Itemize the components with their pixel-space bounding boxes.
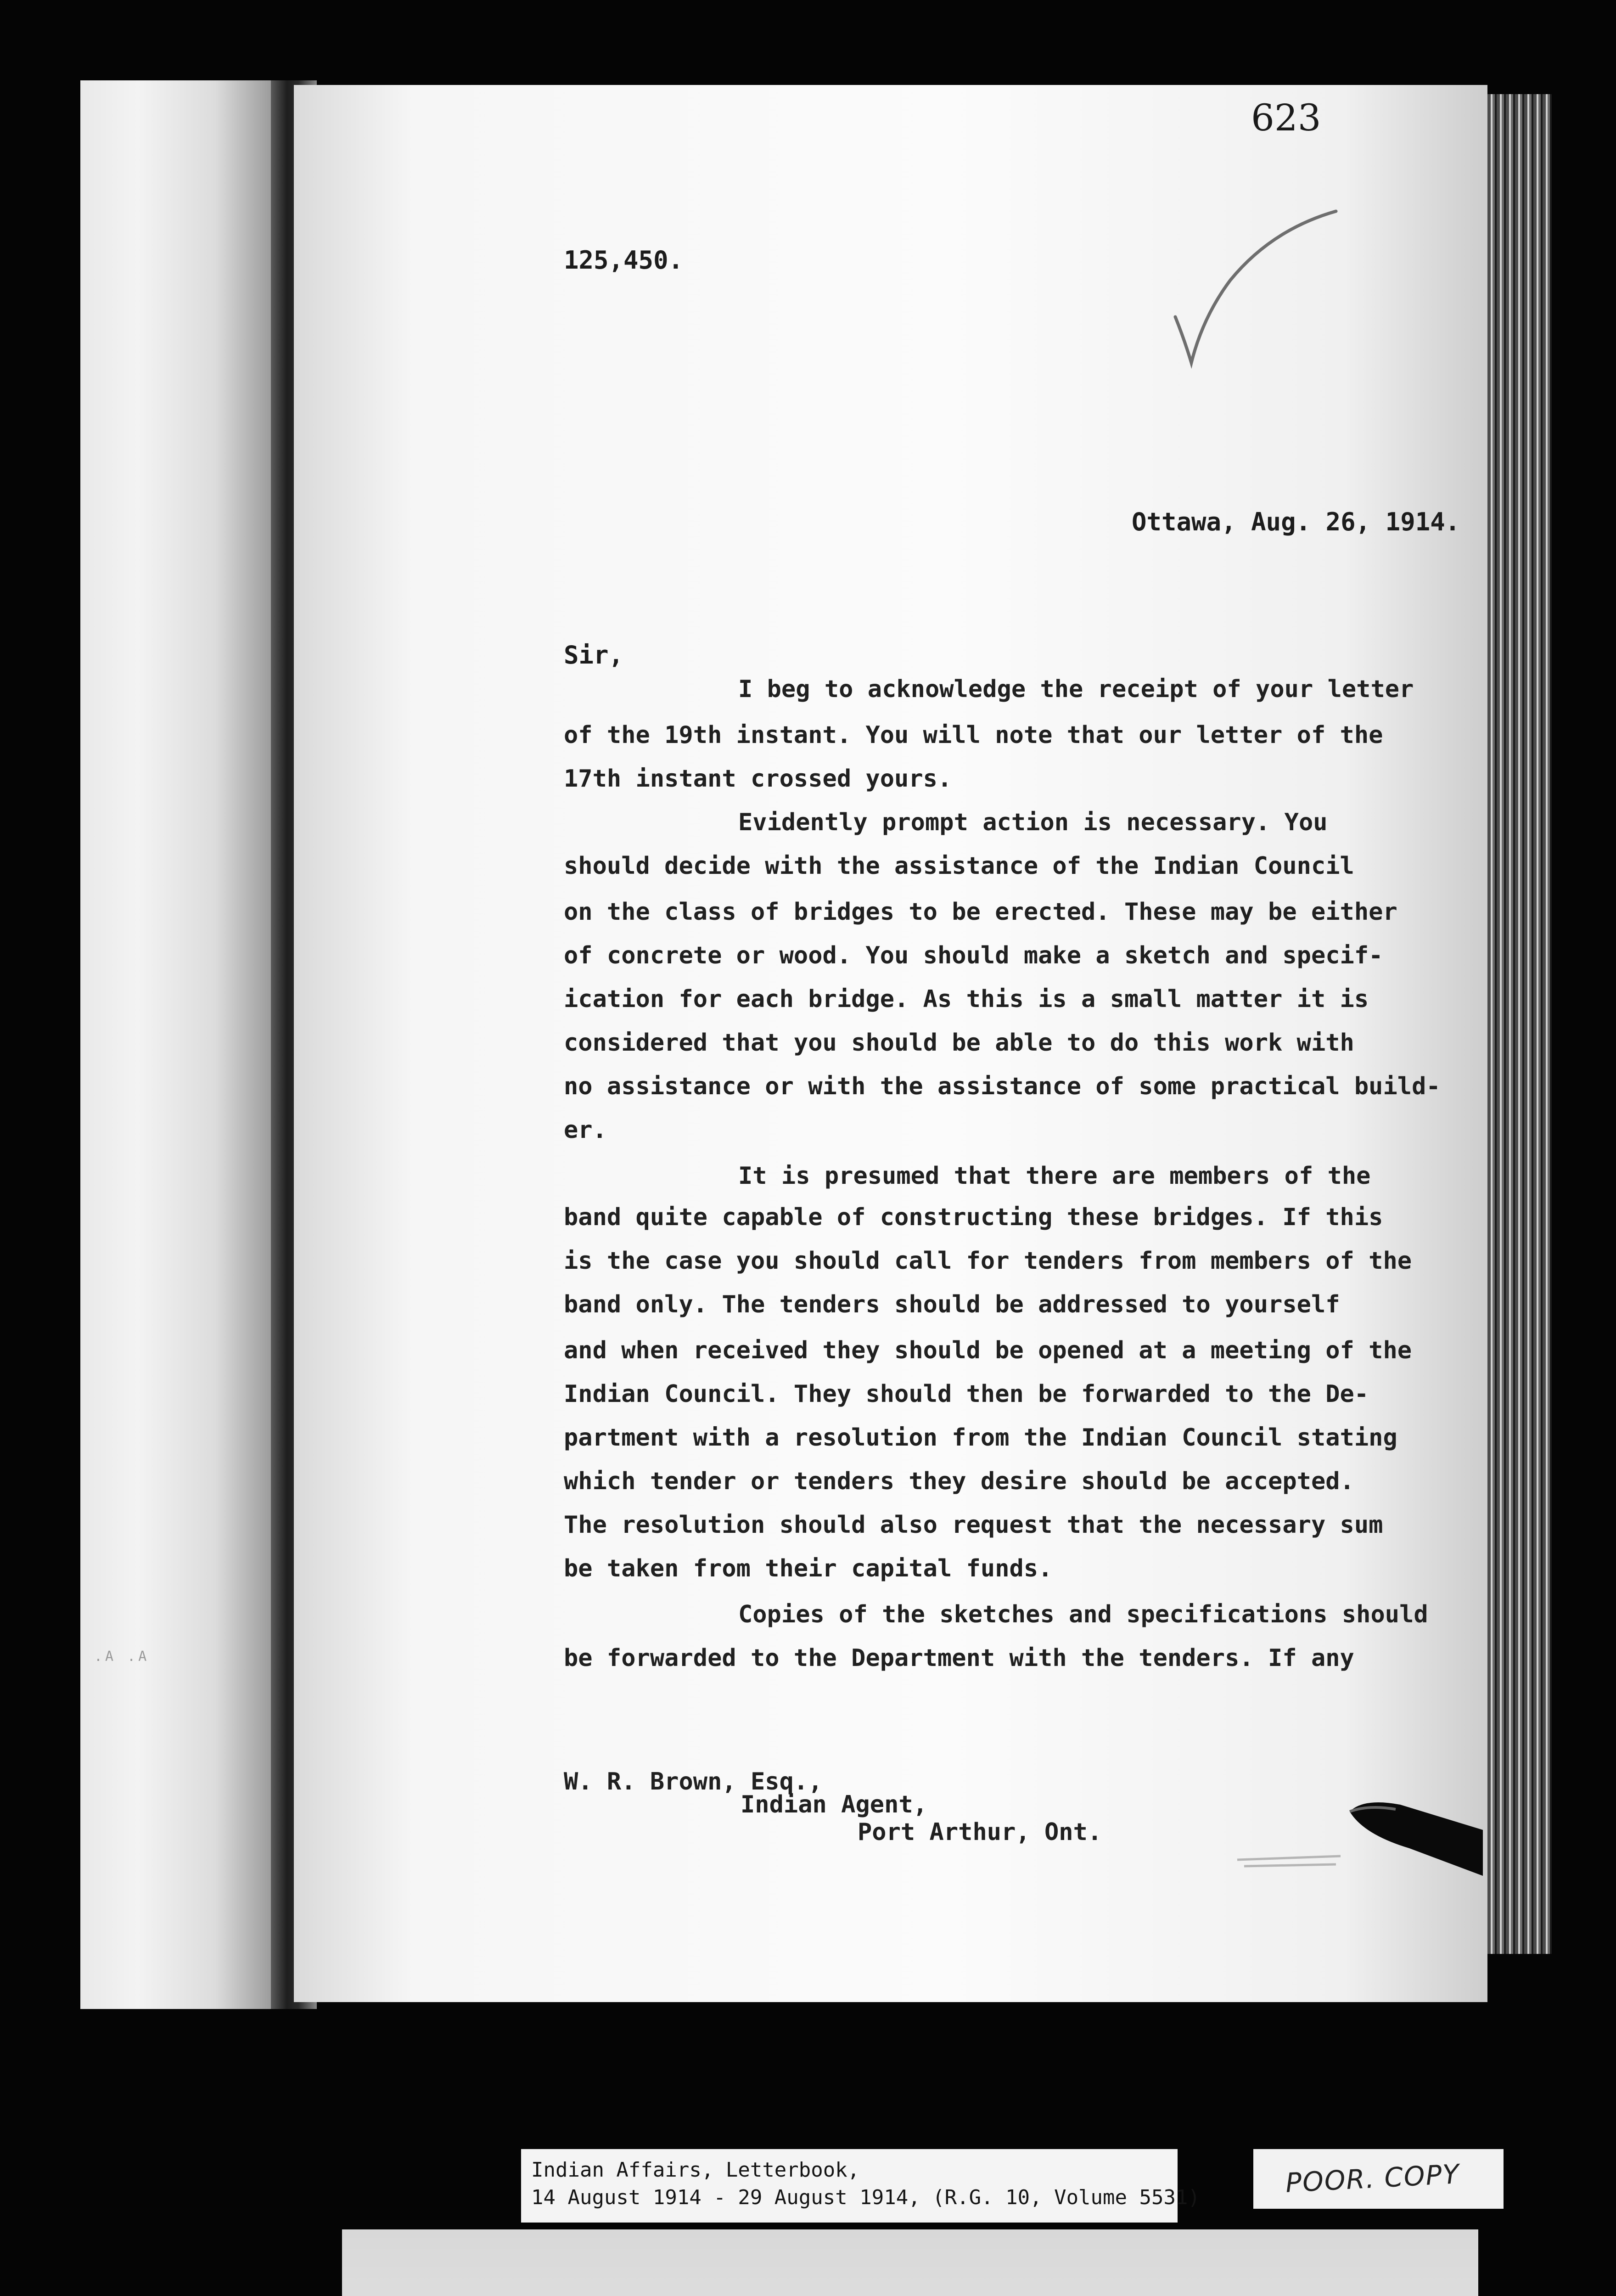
addressee-name: W. R. Brown, Esq., [564,1768,823,1795]
body-line: on the class of bridges to be erected. These may be either [564,898,1397,926]
file-number: 125,450. [564,246,684,275]
pencil-tip [1345,1793,1483,1885]
body-line: considered that you should be able to do this work with [564,1029,1354,1057]
date-line: Ottawa, Aug. 26, 1914. [1132,507,1460,536]
handwritten-note: POOR. COPY [1285,2158,1461,2199]
salutation: Sir, [564,641,624,670]
left-page [80,80,273,2009]
page-edges [1478,94,1552,1954]
body-line: partment with a resolution from the Indian Council stating [564,1424,1397,1452]
catalog-label [521,2149,1200,2223]
archives-banner [342,2229,1478,2296]
body-line: no assistance or with the assistance of some practical build- [564,1073,1441,1100]
body-line: Indian Council. They should then be forwarded to the De- [564,1380,1369,1408]
body-line: band only. The tenders should be addressed to yourself [564,1291,1340,1318]
body-line: should decide with the assistance of the Indian Council [564,852,1354,880]
body-line: Copies of the sketches and specifications should [738,1601,1428,1628]
body-line: of concrete or wood. You should make a sketch and specif- [564,942,1383,969]
letter-body [564,666,1441,1768]
page-number: 623 [1251,96,1321,139]
body-line: er. [564,1116,607,1144]
body-line: of the 19th instant. You will note that our letter of the [564,721,1383,749]
faint-ink-mark [1235,1846,1345,1874]
addressee-location: Port Arthur, Ont. [858,1818,1102,1846]
body-line: 17th instant crossed yours. [564,765,952,793]
catalog-label-line-1: Indian Affairs, Letterbook, [531,2158,860,2182]
addressee-title: Indian Agent, [741,1791,927,1818]
body-line: be taken from their capital funds. [564,1555,1053,1582]
body-line: band quite capable of constructing these bridges. If this [564,1204,1383,1231]
body-line: The resolution should also request that the necessary sum [564,1511,1383,1539]
body-line: Evidently prompt action is necessary. You [738,809,1328,836]
body-line: I beg to acknowledge the receipt of your letter [738,675,1414,703]
pencil-check-mark [1166,202,1359,395]
catalog-label-line-2: 14 August 1914 - 29 August 1914, (R.G. 10, Volume 5531) [531,2186,1200,2209]
body-line: be forwarded to the Department with the tenders. If any [564,1644,1354,1672]
poor-copy-tag [1253,2149,1504,2209]
body-line: is the case you should call for tenders from members of the [564,1247,1412,1275]
body-line: and when received they should be opened at a meeting of the [564,1337,1412,1364]
left-page-mark: .A .A [94,1649,150,1665]
body-line: It is presumed that there are members of the [738,1162,1371,1190]
body-line: which tender or tenders they desire should be accepted. [564,1468,1354,1495]
body-line: ication for each bridge. As this is a small matter it is [564,985,1369,1013]
